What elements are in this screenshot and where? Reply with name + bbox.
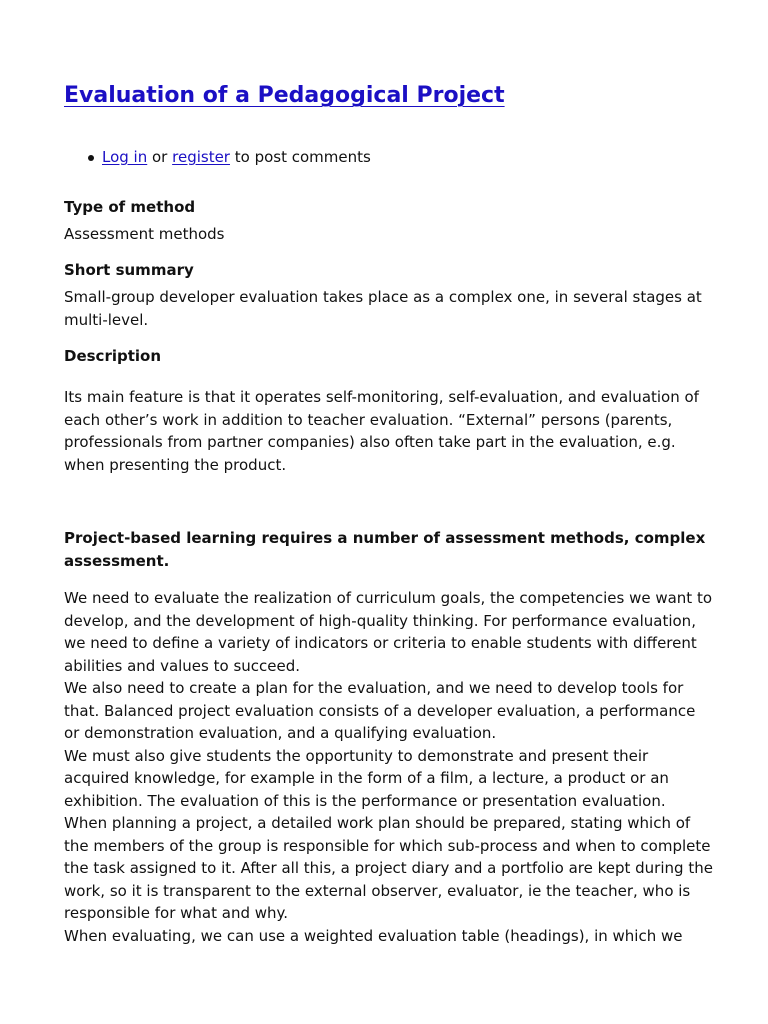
- login-link[interactable]: Log in: [102, 148, 148, 166]
- description-intro: Its main feature is that it operates self-monitoring, self-evaluation, and evaluation of each other’s work in addition to teacher evaluation. “External” persons (parents, professionals from partner companies) also often take part in the evaluation, e.g. when presenting the product.: [64, 388, 699, 474]
- description-bold-heading: Project-based learning requires a number of assessment methods, complex assessment.: [64, 529, 706, 570]
- article-title-link[interactable]: Evaluation of a Pedagogical Project: [64, 83, 505, 108]
- page-title: [64, 80, 505, 112]
- description-paragraph-1: We need to evaluate the realization of curriculum goals, the competencies we want to develop, and the development of high-quality thinking. For performance evaluation, we need to define a variety of indicators or criteria to enable students with different abilities and values to succeed.: [64, 589, 713, 675]
- comment-links-list: [64, 146, 371, 168]
- type-of-method-value: Assessment methods: [64, 225, 225, 243]
- short-summary-value: Small-group developer evaluation takes place as a complex one, in several stages at multi-level.: [64, 288, 702, 329]
- list-item: [64, 146, 371, 168]
- description-label: Description: [64, 347, 162, 365]
- or-text: or: [147, 148, 173, 166]
- short-summary-label: Short summary: [64, 261, 194, 279]
- post-comments-text: to post comments: [229, 148, 371, 166]
- description-body: [64, 587, 714, 947]
- type-of-method-label: Type of method: [64, 198, 196, 216]
- description-paragraph-4: When planning a project, a detailed work plan should be prepared, stating which of the members of the group is responsible for which sub-process and when to complete the task assigned to it. After all this, a project diary and a portfolio are kept during the work, so it is transparent to the external observer, evaluator, ie the teacher, who is responsible for what and why.: [64, 814, 713, 922]
- description-paragraph-3: We must also give students the opportunity to demonstrate and present their acquired knowledge, for example in the form of a film, a lecture, a product or an exhibition. The evaluation of this is the performance or presentation evaluation.: [64, 746, 669, 810]
- description-paragraph-5: When evaluating, we can use a weighted evaluation table (headings), in which we: [64, 926, 683, 945]
- register-link[interactable]: register: [172, 148, 230, 166]
- description-paragraph-2: We also need to create a plan for the evaluation, and we need to develop tools for that. Balanced project evaluation consists of a developer evaluation, a performance or demonstration evaluation, and a qualifying evaluation.: [64, 679, 696, 742]
- bullet-icon: [88, 155, 94, 161]
